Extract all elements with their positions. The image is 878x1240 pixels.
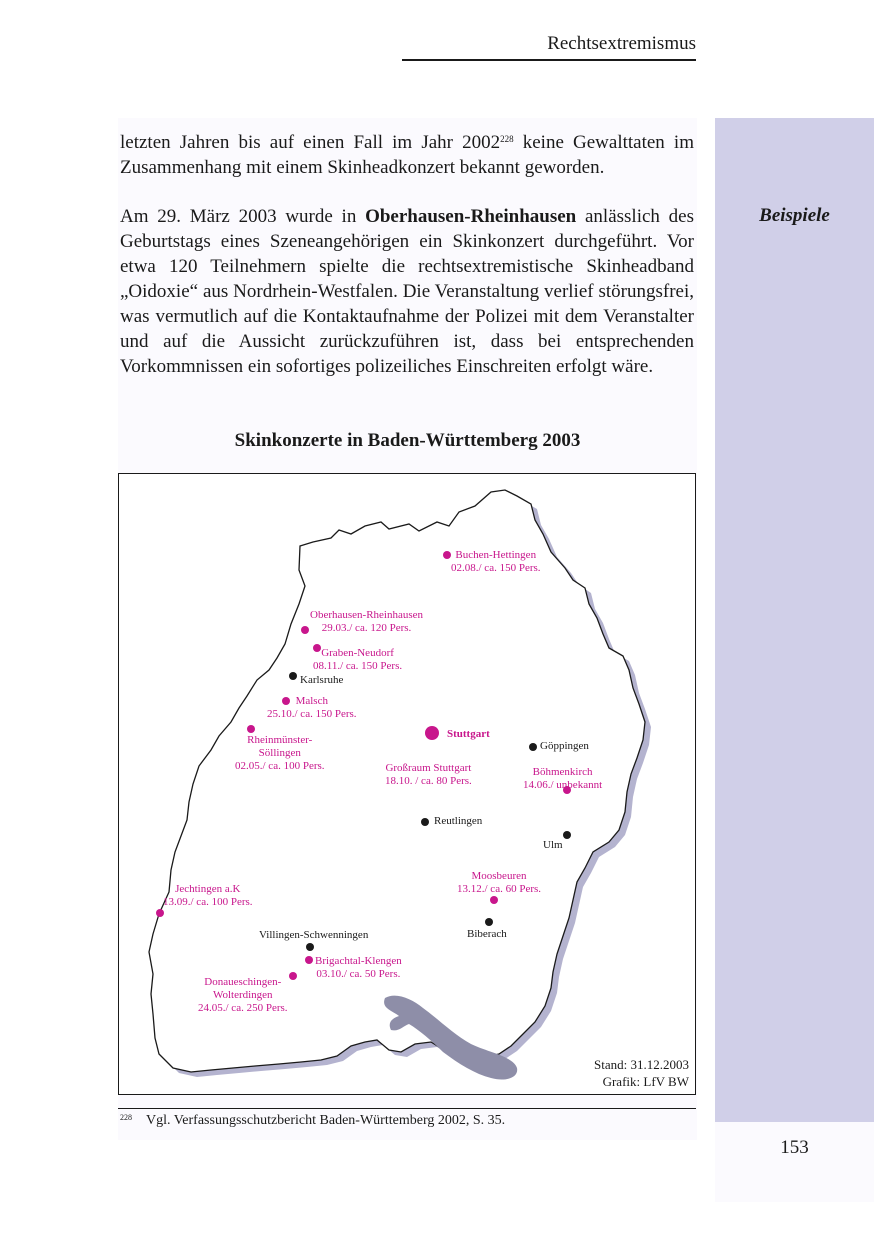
paragraph-2 <box>120 204 694 379</box>
concert-label-oberhausen: Oberhausen-Rheinhausen 29.03./ ca. 120 Pers. <box>310 609 424 634</box>
concert-label-rheinmuenster: Rheinmünster- Söllingen 02.05./ ca. 100 Pers. <box>235 734 325 772</box>
paragraph-2-text-start: Am 29. März 2003 wurde in <box>120 206 366 227</box>
paragraph-1 <box>120 130 694 180</box>
concert-label-brigachtal: Brigachtal-Klengen 03.10./ ca. 50 Pers. <box>315 955 402 980</box>
city-label-reutlingen: Reutlingen <box>434 815 483 827</box>
paragraph-2-text-end: anlässlich des Geburtstags eines Szeneangehörigen ein Skinkonzert durchgeführt. Vor etwa 120 Teilnehmern spielte die rechtsextremistische Skinheadband „Oidoxie“ aus Nordrhein-Westfalen. Die Veranstaltung verlief störungsfrei, was vermutlich auf die Kontaktaufnahme der Polizei mit dem Veranstalter und auf die Aussicht zurückzuführen ist, dass bei entsprechenden Vorkommnissen ein sofortiges polizeiliches Einschreiten erfolgt wäre. <box>120 206 694 377</box>
concert-marker[interactable] <box>156 909 164 917</box>
page-number: 153 <box>780 1137 809 1158</box>
city-label-villingen: Villingen-Schwenningen <box>259 929 369 941</box>
city-marker <box>306 943 314 951</box>
map-source: Grafik: LfV BW <box>602 1074 689 1089</box>
map-title: Skinkonzerte in Baden-Württemberg 2003 <box>234 430 581 451</box>
page-number-box <box>715 1122 874 1202</box>
concert-marker[interactable] <box>443 551 451 559</box>
concert-label-graben: Graben-Neudorf 08.11./ ca. 150 Pers. <box>313 647 403 672</box>
running-header: Rechtsextremismus <box>402 33 696 61</box>
margin-sidebar <box>715 118 874 1122</box>
concert-label-stuttgart-region: Großraum Stuttgart 18.10. / ca. 80 Pers. <box>385 762 472 787</box>
city-label-biberach: Biberach <box>467 928 507 940</box>
paragraph-1-text-end: keine Gewalttaten im Zusammenhang mit einem Skinheadkonzert bekannt geworden. <box>120 132 694 178</box>
footnote <box>120 1113 505 1129</box>
footnote-divider <box>118 1108 696 1109</box>
concert-label-buchen: Buchen-Hettingen 02.08./ ca. 150 Pers. <box>451 549 541 574</box>
city-marker <box>485 918 493 926</box>
map-stand-date: Stand: 31.12.2003 <box>594 1057 689 1072</box>
concert-label-jechtingen: Jechtingen a.K 13.09./ ca. 100 Pers. <box>163 883 253 908</box>
concert-label-donaueschingen: Donaueschingen- Wolterdingen 24.05./ ca. 250 Pers. <box>198 976 288 1014</box>
city-label-karlsruhe: Karlsruhe <box>300 674 344 686</box>
map-credits <box>594 1056 689 1090</box>
paragraph-1-text: letzten Jahren bis auf einen Fall im Jahr 2002 <box>120 132 501 153</box>
stuttgart-marker[interactable] <box>425 726 439 740</box>
footnote-reference[interactable]: 228 <box>500 134 514 144</box>
city-label-ulm: Ulm <box>543 839 563 851</box>
concert-marker[interactable] <box>301 626 309 634</box>
city-marker <box>529 743 537 751</box>
city-label-goeppingen: Göppingen <box>540 740 589 752</box>
concert-marker[interactable] <box>490 896 498 904</box>
paragraph-2-bold-place: Oberhausen-Rheinhausen <box>365 206 577 227</box>
city-label-stuttgart: Stuttgart <box>447 728 490 740</box>
city-marker <box>421 818 429 826</box>
footnote-text: Vgl. Verfassungsschutzbericht Baden-Württemberg 2002, S. 35. <box>146 1113 506 1128</box>
concert-marker[interactable] <box>247 725 255 733</box>
concert-label-moosbeuren: Moosbeuren 13.12./ ca. 60 Pers. <box>457 870 542 895</box>
city-marker <box>289 672 297 680</box>
map-figure <box>118 473 696 1095</box>
footnote-number: 228 <box>120 1113 132 1122</box>
concert-label-malsch: Malsch 25.10./ ca. 150 Pers. <box>267 695 357 720</box>
concert-label-boehmenkirch: Böhmenkirch 14.06./ unbekannt <box>523 766 603 791</box>
sidebar-label: Beispiele <box>759 205 830 226</box>
concert-marker[interactable] <box>305 956 313 964</box>
concert-marker[interactable] <box>289 972 297 980</box>
city-marker <box>563 831 571 839</box>
